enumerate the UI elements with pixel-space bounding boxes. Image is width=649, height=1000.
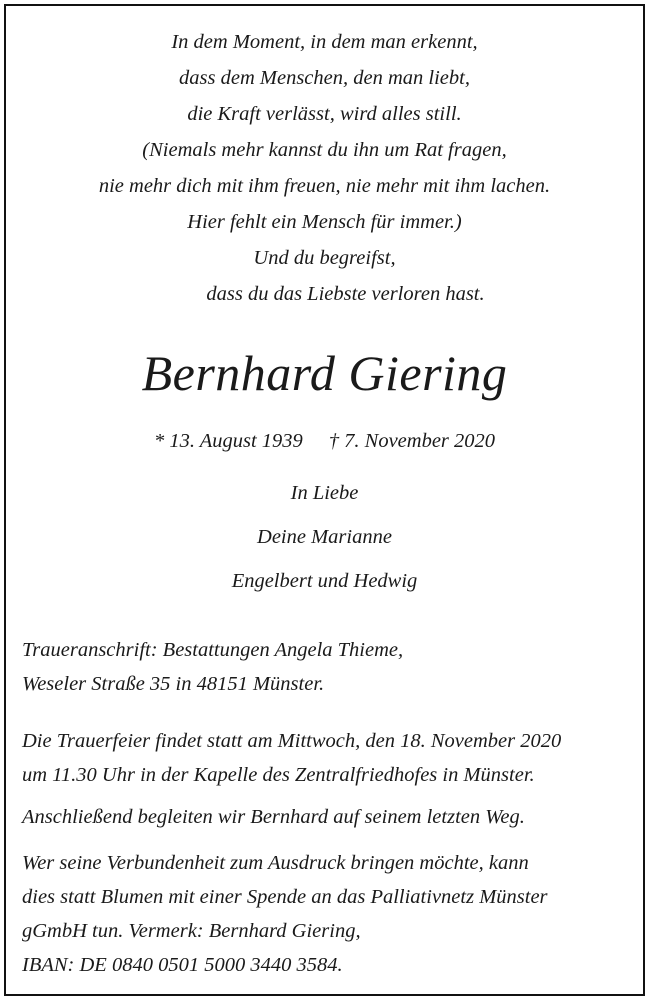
mourning-address [22,633,632,701]
donation-line: gGmbH tun. Vermerk: Bernhard Giering, [22,920,361,942]
ceremony-line: um 11.30 Uhr in der Kapelle des Zentralfriedhofes in Münster. [22,764,535,786]
mourners [0,476,649,608]
procession-line: Anschließend begleiten wir Bernhard auf seinem letzten Weg. [22,806,525,828]
address-line: Traueranschrift: Bestattungen Angela Thieme, [22,639,404,661]
poem-line: Hier fehlt ein Mensch für immer.) [187,211,462,233]
donation-line: IBAN: DE 0840 0501 5000 3440 3584. [22,954,343,976]
poem-line: In dem Moment, in dem man erkennt, [171,31,478,53]
mourner-line: In Liebe [290,482,359,504]
poem-line: Und du begreifst, [253,247,396,269]
donation-note [22,846,632,982]
mourner-line: Deine Marianne [257,526,392,548]
death-date: † 7. November 2020 [328,430,496,452]
poem-line: dass dem Menschen, den man liebt, [179,67,470,89]
donation-line: Wer seine Verbundenheit zum Ausdruck bringen möchte, kann [22,852,529,874]
poem-line: (Niemals mehr kannst du ihn um Rat fragen, [142,139,507,161]
poem-line: die Kraft verlässt, wird alles still. [187,103,462,125]
procession-note [22,800,632,834]
poem [0,24,649,312]
poem-line: dass du das Liebste verloren hast. [206,283,485,305]
deceased-name: Bernhard Giering [141,345,508,401]
birth-date: * 13. August 1939 [153,430,303,452]
ceremony-line: Die Trauerfeier findet statt am Mittwoch, den 18. November 2020 [22,730,562,752]
life-dates [0,424,649,458]
poem-line: nie mehr dich mit ihm freuen, nie mehr mit ihm lachen. [98,175,551,197]
donation-line: dies statt Blumen mit einer Spende an das Palliativnetz Münster [22,886,548,908]
ceremony-details [22,724,632,792]
mourner-line: Engelbert und Hedwig [231,570,418,592]
address-line: Weseler Straße 35 in 48151 Münster. [22,673,325,695]
